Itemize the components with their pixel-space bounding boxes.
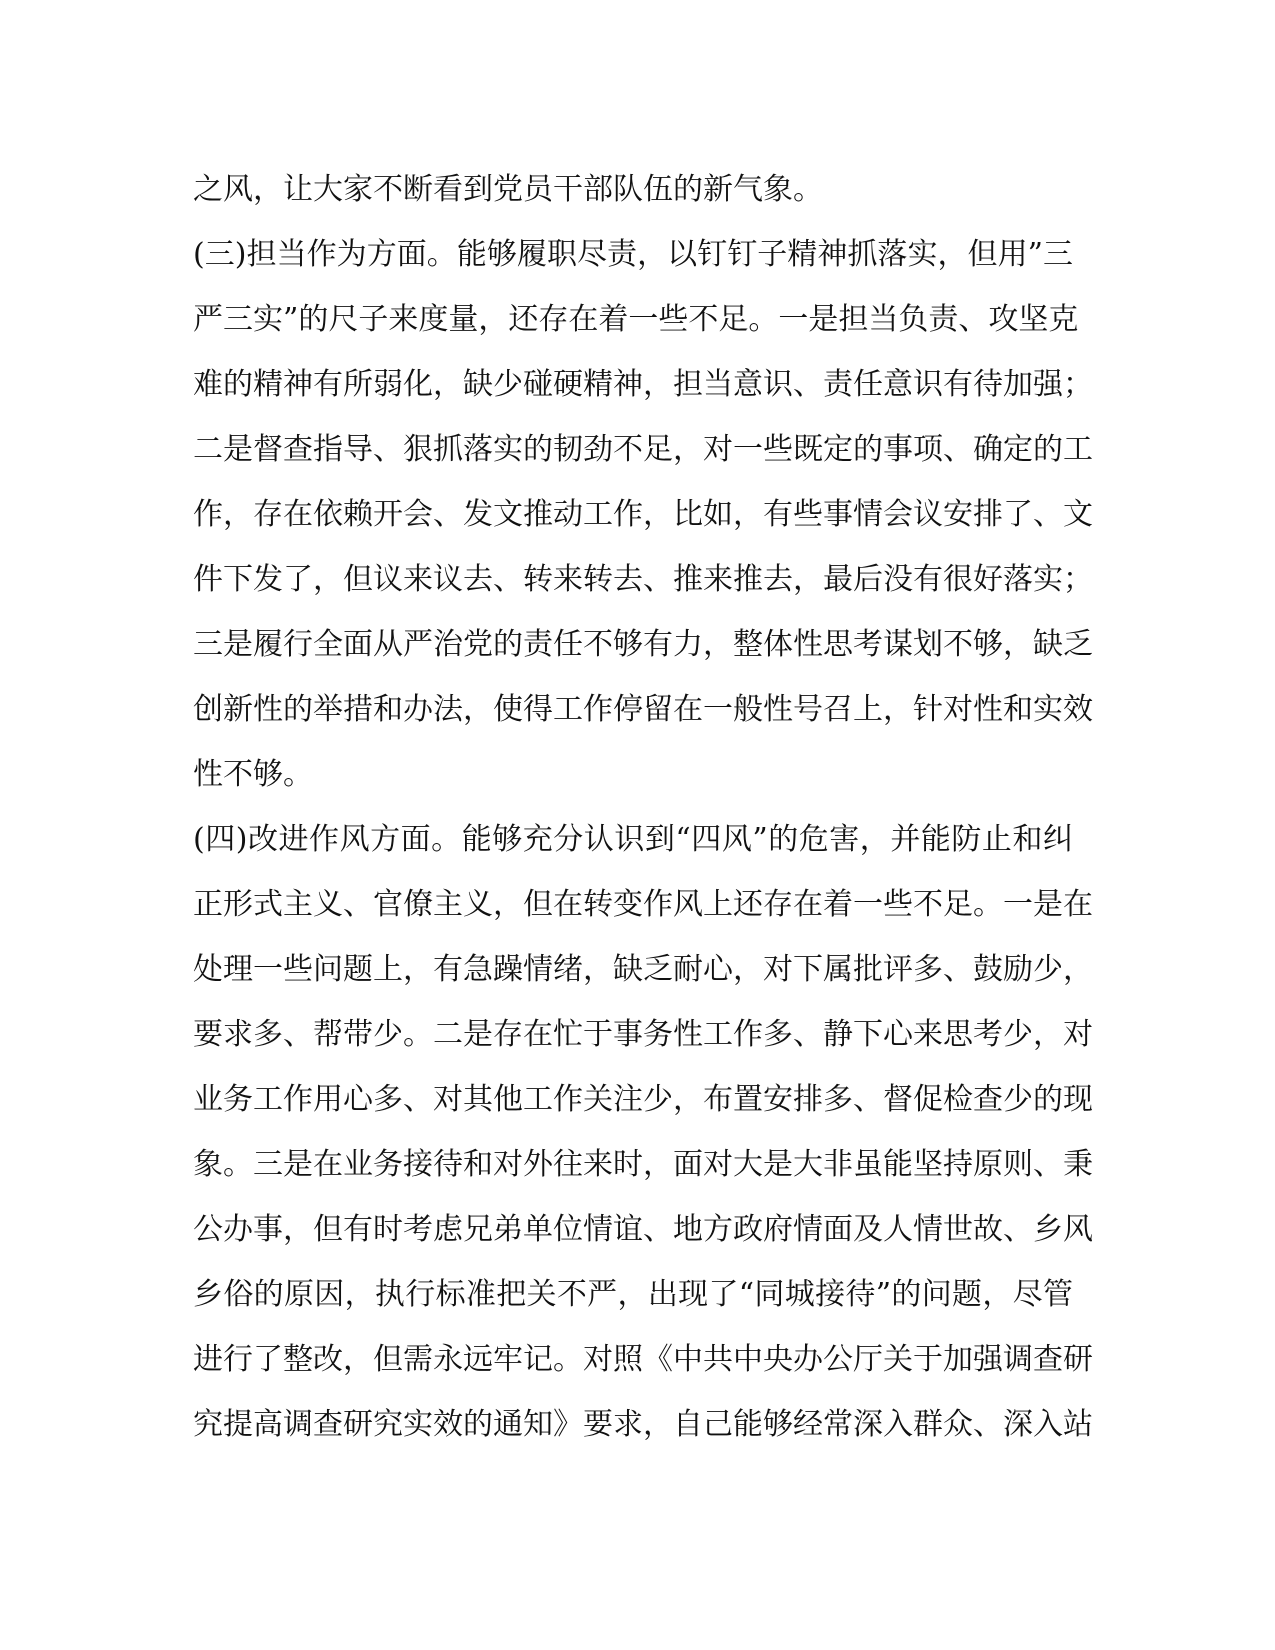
text-line: 创新性的举措和办法，使得工作停留在一般性号召上，针对性和实效: [193, 692, 1093, 727]
text-line: 公办事，但有时考虑兄弟单位情谊、地方政府情面及人情世故、乡风: [193, 1212, 1093, 1247]
text-line: 作，存在依赖开会、发文推动工作，比如，有些事情会议安排了、文: [193, 497, 1093, 532]
text-line: 进行了整改，但需永远牢记。对照《中共中央办公厅关于加强调查研: [193, 1342, 1093, 1377]
text-line: 三是履行全面从严治党的责任不够有力，整体性思考谋划不够，缺乏: [193, 627, 1093, 662]
text-line: 处理一些问题上，有急躁情绪，缺乏耐心，对下属批评多、鼓励少，: [193, 952, 1093, 987]
text-line: 究提高调查研究实效的通知》要求，自己能够经常深入群众、深入站: [193, 1407, 1093, 1442]
text-line: 性不够。: [193, 757, 313, 792]
text-line: 难的精神有所弱化，缺少碰硬精神，担当意识、责任意识有待加强；: [193, 367, 1093, 402]
body-text: [193, 157, 1093, 1457]
text-line: 严三实”的尺子来度量，还存在着一些不足。一是担当负责、攻坚克: [193, 302, 1079, 337]
text-line: 件下发了，但议来议去、转来转去、推来推去，最后没有很好落实；: [193, 562, 1093, 597]
text-line: 二是督查指导、狠抓落实的韧劲不足，对一些既定的事项、确定的工: [193, 432, 1093, 467]
text-line: 要求多、帮带少。二是存在忙于事务性工作多、静下心来思考少，对: [193, 1017, 1093, 1052]
text-line: 正形式主义、官僚主义，但在转变作风上还存在着一些不足。一是在: [193, 887, 1093, 922]
text-line: 乡俗的原因，执行标准把关不严，出现了“同城接待”的问题，尽管: [193, 1277, 1073, 1312]
text-line: (四)改进作风方面。能够充分认识到“四风”的危害，并能防止和纠: [193, 822, 1073, 857]
text-line: (三)担当作为方面。能够履职尽责，以钉钉子精神抓落实，但用”三: [193, 237, 1073, 272]
text-line: 业务工作用心多、对其他工作关注少，布置安排多、督促检查少的现: [193, 1082, 1093, 1117]
text-line: 之风，让大家不断看到党员干部队伍的新气象。: [193, 172, 823, 207]
text-line: 象。三是在业务接待和对外往来时，面对大是大非虽能坚持原则、秉: [193, 1147, 1093, 1182]
